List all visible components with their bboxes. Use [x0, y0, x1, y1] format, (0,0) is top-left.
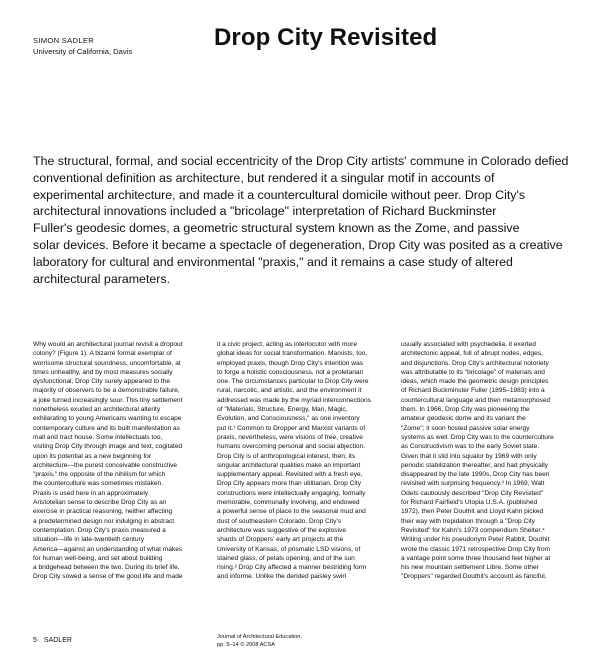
- body-text-line: mall and tract house. Some intellectuals too,: [33, 433, 163, 441]
- body-text-line: them. In 1966, Drop City was pioneering the: [401, 406, 530, 414]
- body-text-line: exercise in practical reasoning, neither affecting: [33, 508, 173, 516]
- abstract-line: experimental architecture, and made it a countercultural domicile without peer. Drop City's: [33, 187, 526, 202]
- body-text-line: Odets cautiously described "Drop City Revisited": [401, 489, 544, 497]
- body-text-line: for Richard Fairfield's Utopia U.S.A. (published: [401, 499, 538, 507]
- article-title: Drop City Revisited: [214, 24, 438, 51]
- body-text-line: Drop City sowed a sense of the good life and made: [33, 573, 183, 581]
- body-text-line: global ideas for social transformation. Marxists, too,: [217, 350, 368, 358]
- body-text-line: was attributable to its "bricolage" of materials and: [401, 368, 545, 376]
- body-text-line: it a civic project, acting as interlocutor with more: [217, 341, 357, 348]
- body-text-line: exhilarating to young Americans wanting to escape: [33, 415, 182, 423]
- body-text-line: Praxis is used here in an approximately: [33, 489, 149, 497]
- body-text-line: of "Materials, Structure, Energy, Man, Magic,: [217, 406, 348, 414]
- body-text-line: supplementary appeal. Revisited with a fresh eye,: [217, 471, 363, 479]
- body-text-line: Evolution, and Consciousness," as one inventory: [217, 415, 360, 423]
- body-text-line: countercultural language and then metamorphosed: [401, 396, 551, 404]
- body-text-line: rising.² Drop City affected a manner bestriding form: [217, 564, 367, 572]
- body-text-line: Revisited" for Kahn's 1973 compendium Shelter.⁴: [401, 526, 545, 534]
- body-text-line: the counterculture was sometimes mistaken.: [33, 480, 164, 488]
- body-text-line: Writing under his pseudonym Peter Rabbit, Douthit: [401, 536, 550, 544]
- body-text-line: architecture was suggestive of the explosive: [217, 526, 347, 534]
- body-text-line: architectonic appeal, full of abrupt nodes, edges,: [401, 350, 543, 358]
- body-text-line: one. The circumstances particular to Drop City were: [217, 378, 369, 386]
- body-text-line: constructions were intellectually engaging, formally: [217, 489, 366, 497]
- body-text-line: put it.¹ Common to Dropper and Marxist variants of: [217, 424, 366, 432]
- body-text-line: to forge a holistic consciousness, not a proletarian: [217, 368, 364, 376]
- body-column-2: [217, 340, 387, 582]
- body-text-line: upon its potential as a new beginning for: [33, 452, 152, 460]
- body-text-line: a vantage point some three thousand feet higher at: [401, 554, 551, 562]
- body-text-line: and informe. Unlike the derided paisley swirl: [217, 573, 347, 581]
- body-text-line: Given that it slid into squalor by 1969 with only: [401, 452, 537, 460]
- body-text-line: amateur geodesic dome and its variant the: [401, 415, 526, 423]
- body-text-line: worrisome structural soundness, uncomfortable, at: [33, 359, 181, 367]
- body-text-line: architecture—the purest conceivable constructive: [33, 461, 178, 469]
- journal-line: Journal of Architectural Education,: [217, 634, 302, 640]
- body-text-line: times unhealthy, and by most measures socially: [33, 368, 173, 376]
- body-text-line: a bridgehead between the two. During its brief life,: [33, 564, 180, 572]
- body-text-line: periodic stabilization thereafter, and had physically: [401, 461, 548, 469]
- body-text-line: majority of observers to be a demonstrable failure,: [33, 387, 180, 395]
- body-text-line: a joke turned increasingly sour. This tiny settlement: [33, 396, 183, 404]
- body-column-1: [33, 340, 203, 582]
- body-text-line: wrote the classic 1971 retrospective Drop City from: [401, 545, 551, 553]
- body-text-line: ideas, which made the geometric design principles: [401, 378, 549, 386]
- abstract-line: The structural, formal, and social eccentricity of the Drop City artists' commune in Colorado defied: [33, 154, 569, 168]
- footer-journal: [217, 633, 302, 649]
- body-text-line: their way with trepidation through a "Drop City: [401, 517, 535, 525]
- body-text-line: visiting Drop City through image and text, cogitated: [33, 443, 183, 451]
- body-text-line: systems as well. Drop City was to the counterculture: [401, 433, 554, 441]
- body-text-line: University of Kansas, of prismatic LSD visions, of: [217, 545, 361, 553]
- body-text-line: praxis, nevertheless, were visions of free, creative: [217, 433, 363, 441]
- body-text-line: colony? (Figure 1). A bizarre formal exemplar of: [33, 350, 172, 358]
- body-text-line: "Droppers" regarded Douthit's account as fanciful,: [401, 573, 547, 581]
- body-text-line: revisited with surprising frequency.³ In 1969, Walt: [401, 480, 545, 488]
- body-text-line: usually associated with psychedelia, it exerted: [401, 341, 536, 348]
- body-text-line: 1972), then Peter Douthit and Lloyd Kahn picked: [401, 508, 544, 516]
- abstract-line: laboratory for cultural and environmental "praxis," and it remains a case study of altered: [33, 254, 513, 269]
- body-text-line: dysfunctional, Drop City surely appeared to the: [33, 378, 171, 386]
- abstract-line: Fuller's geodesic domes, a geometric structural system known as the Zome, and passive: [33, 221, 520, 236]
- body-text-line: dust of southeastern Colorado. Drop City's: [217, 517, 342, 525]
- body-text-line: Drop City appears more than utilitarian. Drop City: [217, 480, 362, 488]
- journal-line: pp. 5–14 © 2008 ACSA: [217, 642, 275, 648]
- body-text-line: contemplation. Drop City's praxis measured a: [33, 526, 166, 534]
- body-text-line: addressed was made by the myriad interconnections: [217, 396, 371, 404]
- abstract-line: architectural innovations included a "bricolage" interpretation of Richard Buckminster: [33, 204, 497, 219]
- body-text-line: a predetermined design nor indulging in abstract: [33, 517, 175, 525]
- abstract-line: conventional definition as architecture, but rendered it a singular motif in accounts of: [33, 170, 495, 185]
- body-text-line: humans overcoming personal and social abjection.: [217, 443, 366, 451]
- body-text-line: disappeared by the late 1990s, Drop City has been: [401, 471, 550, 479]
- footer-page-info: [33, 637, 72, 644]
- abstract-line: solar devices. Before it became a spectacle of degeneration, Drop City was posited as a creative: [33, 237, 563, 252]
- running-head: SADLER: [43, 637, 72, 644]
- body-text-line: a powerful sense of place to the seasonal mud and: [217, 508, 366, 516]
- body-text-line: memorable, communally involving, and endowed: [217, 499, 360, 507]
- author-affiliation: University of California, Davis: [33, 47, 133, 56]
- body-text-line: singular architectural qualities make an important: [217, 461, 361, 469]
- abstract-line: architectural parameters.: [33, 271, 171, 286]
- page-number: 5: [33, 637, 37, 644]
- body-text-line: Aristotelian sense to describe Drop City as an: [33, 499, 167, 507]
- body-text-line: "praxis," the opposite of the nihilism for which: [33, 471, 166, 479]
- body-text-line: and disjunctions. Drop City's architectural notoriety: [401, 359, 549, 367]
- body-text-line: of Richard Buckminster Fuller (1895–1983) into a: [401, 387, 545, 395]
- body-text-line: as Constructivism was to the early Soviet state.: [401, 443, 540, 451]
- body-text-line: situation—life in late-twentieth century: [33, 536, 145, 544]
- body-text-line: America—against an understanding of what makes: [33, 545, 183, 553]
- body-text-line: stained glass, of petals opening, and of the sun: [217, 554, 355, 562]
- body-text-line: nonetheless exuded an architectural alterity: [33, 406, 161, 414]
- abstract: [33, 153, 573, 287]
- body-text-line: for human well-being, and set about building: [33, 554, 163, 562]
- body-column-3: [401, 340, 571, 582]
- body-text-line: rural, narcotic, and artistic, and the environment it: [217, 387, 362, 395]
- body-text-line: Drop City is of anthropological interest, then; its: [217, 452, 356, 460]
- body-text-line: employed praxis, though Drop City's intention was: [217, 359, 364, 367]
- author-name: SIMON SADLER: [33, 36, 94, 45]
- body-text-line: shards of Droppers' early art projects at the: [217, 536, 344, 544]
- body-text-line: Why would an architectural journal revisit a dropout: [33, 341, 183, 348]
- body-text-line: his new mountain settlement Libre. Some other: [401, 564, 539, 572]
- body-text-line: "Zome"; it soon hosted passive solar energy: [401, 424, 530, 432]
- body-text-line: contemporary culture and its built manifestation as: [33, 424, 180, 432]
